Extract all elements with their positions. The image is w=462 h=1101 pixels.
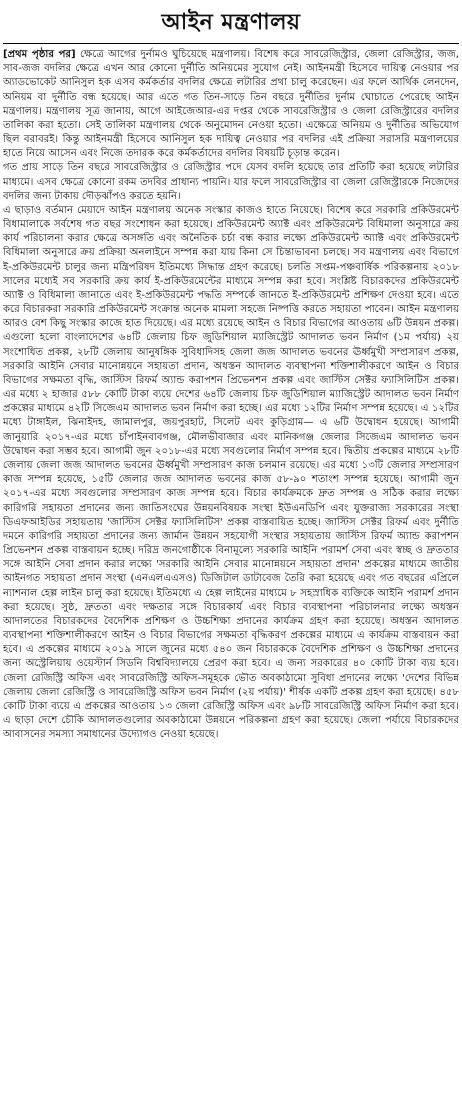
paragraph-text-1: ক্ষেত্রে আগের দুর্নামও ঘুচিয়েছে মন্ত্রণালয়। বিশেষ করে সাবরেজিস্ট্রার, জেলা রেজিস্ট্রার, জজ, সাব-জজ বদলির ক্ষেত্রে এখন আর কোনো দুর্নীতি অনিয়মের সুযোগ নেই। আইনমন্ত্রী হিসেবে দায়িত্ব নেওয়ার পর অ্যাডভোকেট আনিসুল হক এসব কর্মকর্তার বদলির ক্ষেত্রে লটারির প্রথা চালু করেছেন। এর ফলে আর্থিক লেনদেন, অনিয়ম বা দুর্নীতি বন্ধ হয়েছে। আর এতে গত তিন-সাড়ে তিন বছরে দুর্নীতির দুর্নাম ঘোচাতে পেরেছে আইন মন্ত্রণালয়। মন্ত্রণালয় সূত্র জানায়, আগে আইজেআর-এর দপ্তর থেকে সাবরেজিস্ট্রার ও জেলা রেজিস্ট্রারের বদলির তালিকা করা হতো। সেই তালিকা মন্ত্রণালয় থেকে অনুমোদন নেওয়া হতো। এক্ষেত্রে অনিয়ম ও দুর্নীতির অভিযোগ ছিল বরাবরই। কিন্তু আইনমন্ত্রী হিসেবে আনিসুল হক দায়িত্ব নেওয়ার পর বদলির এই প্রক্রিয়া সরাসরি মন্ত্রণালয়ের হাতে নিয়ে আসেন এবং নিজে তদারক করে কর্মকর্তাদের বদলির বিষয়টি চূড়ান্ত করেন। xyxy=(3,49,459,160)
article-paragraph-1 xyxy=(3,48,459,161)
continued-from-front-label: [প্রথম পৃষ্ঠার পর] xyxy=(3,49,76,60)
article-body xyxy=(3,48,459,742)
newspaper-column xyxy=(3,3,459,1098)
article-headline: আইন মন্ত্রণালয় xyxy=(161,9,301,35)
article-paragraph-2: গত প্রায় সাড়ে তিন বছরে সাবরেজিস্ট্রার ও রেজিস্ট্রার পদে যেসব বদলি হয়েছে তার প্রতিটি করা হয়েছে লটারির মাধ্যমে। এসব ক্ষেত্রে কোনো রকম তদবির প্রাধান্য পায়নি। যার ফলে সাবরেজিস্ট্রার বা জেলা রেজিস্ট্রারকে নিজেদের বদলির জন্য টাকায় দৌড়ঝাঁপও করতে হয়নি। xyxy=(3,162,459,202)
headline-bar xyxy=(3,3,459,44)
article-paragraph-3: এ ছাড়াও বর্তমান মেয়াদে আইন মন্ত্রণালয় অনেক সংস্কার কাজও হাতে নিয়েছে। বিশেষ করে সরকারি প্রকিউরমেন্ট বিধামালাকে সর্বশেষ গত বছর সংশোধন করা হয়েছে। প্রকিউরমেন্ট অ্যাক্ট এবং প্রকিউরমেন্ট বিধিমালা অনুসারে ক্রয় কার্য পরিচালনা করার ক্ষেত্রে অসঙ্গতি এবং অনৈতিক চর্চা বন্ধ করার লক্ষ্যে প্রকিউরমেন্ট অ্যাক্ট এবং প্রকিউরমেন্ট বিধিমালা অনুসারে ক্রয় প্রক্রিয়া অনলাইনে সম্পন্ন করা যায় কিনা সে চিন্তাভাবনা চলছে। সব মন্ত্রণালয় এবং বিভাগে ই-প্রকিউরমেন্ট চালুর জন্য মন্ত্রিপরিষদ ইতিমধ্যে সিদ্ধান্ত গ্রহণ করেছে। চলতি সপ্তম-পঞ্চবার্ষিক পরিকল্পনায় ২০১৮ সালের মধ্যেই সব সরকারি ক্রয় কার্য ই-প্রকিউরমেন্টের মাধ্যমে সম্পন্ন করা হবে। সংশ্লিষ্ট বিচারকদের প্রকিউরমেন্ট অ্যাক্ট ও বিধিমালা জানাতে এবং ই-প্রকিউরমেন্ট পদ্ধতি সম্পর্কে জানতে ই-প্রকিউরমেন্ট প্রশিক্ষণ দেওয়া হবে। এতে করে বিচারকরা সরকারি প্রকিউরমেন্ট সংক্রান্ত অনেক মামলা সহজে নিষ্পত্তি করতে সহায়তা পাবেন। আইন মন্ত্রণালয় আরও বেশ কিছু সংস্কার কাজে হাত দিয়েছে। এর মধ্যে রয়েছে আইন ও বিচার বিভাগের আওতায় ৬টি উন্নয়ন প্রকল্প। এগুলো হলো বাংলাদেশের ৬৪টি জেলায় চিফ জুডিশিয়াল ম্যাজিস্ট্রেট আদালত ভবন নির্মাণ (১ম পর্যায়) ২য় সংশোধিত প্রকল্প, ২৮টি জেলায় আনুষঙ্গিক সুবিধাদিসহ জেলা জজ আদালত ভবনের ঊর্ধ্বমুখী সম্প্রসারণ প্রকল্প, সরকারি আইনি সেবার মানোন্নয়নে সহায়তা প্রদান, অধস্তন আদালত ব্যবস্থাপনা শক্তিশালীকরণে আইন ও বিচার বিভাগের সক্ষমতা বৃদ্ধি, জাস্টিস রিফর্ম অ্যান্ড করাপশন প্রিভেনশন প্রকল্প এবং জাস্টিস সেক্টর ফ্যাসিলিটিস প্রকল্প। এর মধ্যে ২ হাজার ৫৮৮ কোটি টাকা ব্যয়ে দেশের ৬৪টি জেলায় চিফ জুডিশিয়াল ম্যাজিস্ট্রেট আদালত ভবন নির্মাণ প্রকল্পের মাধ্যমে ৪২টি সিজেএম আদালত ভবন নির্মাণ করা হচ্ছে। এর মধ্যে ১২টির নির্মাণ সম্পন্ন হয়েছে। এ ১২টির মধ্যে টাঙ্গাইল, ঝিনাইদহ, জামালপুর, জয়পুরহাট, সিলেট এবং কুড়িগ্রাম— এ ৬টি উদ্বোধন হয়েছে। আগামী জানুয়ারি ২০১৭-এর মধ্যে চাঁপাইনবাবগঞ্জ, মৌলভীবাজার এবং মানিকগঞ্জ জেলার সিজেএম আদালত ভবন উদ্বোধন করা সম্ভব হবে। আগামী জুন ২০১৮-এর মধ্যে সবগুলোর নির্মাণ সম্পন্ন হবে। দ্বিতীয় প্রকল্পের মাধ্যমে ২৮টি জেলায় জেলা জজ আদালত ভবনের ঊর্ধ্বমুখী সম্প্রসারণ কাজ চলমান রয়েছে। এর মধ্যে ১৩টি জেলার সম্প্রসারণ কাজ সম্পন্ন হয়েছে, ১৫টি জেলার জজ আদালত ভবনের কাজ ৫৮-৯০ শতাংশ সম্পন্ন হয়েছে। আগামী জুন ২০১৭-এর মধ্যে সবগুলোর সম্প্রসারণ কাজ সম্পন্ন হবে। বিচার কার্যক্রমকে দ্রুত সম্পন্ন ও সঠিক করার লক্ষ্যে কারিগরি সহায়তা প্রদানের জন্য জাতিসংঘের উন্নয়নবিষয়ক সংস্থা ইউএনডিপি এবং যুক্তরাজ্য সরকারের সংস্থা ডিএফআইডির সহায়তায় 'জাস্টিস সেক্টর ফ্যাসিলিটিস' প্রকল্প বাস্তবায়িত হচ্ছে। জাস্টিস সেক্টর রিফর্ম এবং দুর্নীতি দমনে কারিগরি সহায়তা প্রদানের জন্য জার্মান উন্নয়ন সহযোগী সংস্থার সহায়তায় জাস্টিস রিফর্ম অ্যান্ড করাপশন প্রিভেনশন প্রকল্প বাস্তবায়ন হচ্ছে। দরিদ্র জনগোষ্ঠীকে বিনামূল্যে সরকারি আইনি পরামর্শ সেবা এবং স্বচ্ছ ও দ্রুততার সঙ্গে আইনি সেবা প্রদান করার লক্ষ্যে 'সরকারি আইনি সেবার মানোন্নয়নে সহায়তা প্রদান' প্রকল্পের মাধ্যমে জাতীয় আইনগত সহায়তা প্রদান সংস্থা (এনএলএএসও) ডিজিটাল ডাটাবেজ তৈরি করা হয়েছে এবং গত বছরের এপ্রিলে ন্যাশনাল হেল্প লাইন চালু করা হয়েছে। ইতিমধ্যে এ হেল্প লাইনের মাধ্যমে ৮ সহস্রাধিক ব্যক্তিকে আইনি পরামর্শ প্রদান করা হয়েছে। সুষ্ঠ, দ্রুততা এবং দক্ষতার সঙ্গে বিচারকার্য এবং বিচার ব্যবস্থাপনা পরিচালনার লক্ষ্যে অধস্তন আদালতের বিচারকদের বৈদেশিক প্রশিক্ষণ ও উচ্চশিক্ষা প্রদানের কার্যক্রম গ্রহণ করা হয়েছে। অধস্তন আদালত ব্যবস্থাপনা শক্তিশালীকরণে আইন ও বিচার বিভাগের সক্ষমতা বৃদ্ধিকরণ প্রকল্পের মাধ্যমে এ কার্যক্রম বাস্তবায়ন করা হবে। এ প্রকল্পের মাধ্যমে ২০১৯ সালে জুনের মধ্যে ৫৪০ জন বিচারককে বৈদেশিক প্রশিক্ষণ ও উচ্চশিক্ষা প্রদানের জন্য অস্ট্রেলিয়ায় ওয়েস্টার্ন সিডনি বিশ্ববিদ্যালয়ে প্রেরণ করা হবে। এ জন্য সরকারের ৪০ কোটি টাকা ব্যয় হবে। জেলা রেজিস্ট্রি অফিস এবং সাবরেজিস্ট্রি অফিস-সমূহকে ভৌত অবকাঠামো সুবিধা প্রদানের লক্ষ্যে 'দেশের বিভিন্ন জেলায় জেলা রেজিস্ট্রি ও সাবরেজিস্ট্রি অফিস ভবন নির্মাণ (২য় পর্যায়)' শীর্ষক একটি প্রকল্প গ্রহণ করা হয়েছে। ৪৫৮ কোটি টাকা ব্যয়ে এ প্রকল্পের আওতায় ১৩ জেলা রেজিস্ট্রি অফিস এবং ৯৮টি সাবরেজিস্ট্রি অফিস নির্মাণ করা হবে। এ ছাড়া দেশে চৌকি আদালতগুলোর অবকাঠামো উন্নয়নে পরিকল্পনা গ্রহণ করা হয়েছে। জেলা পর্যায়ে বিচারকদের আবাসনের সমস্যা সমাধানের উদ্যোগও নেওয়া হয়েছে। xyxy=(3,204,459,741)
